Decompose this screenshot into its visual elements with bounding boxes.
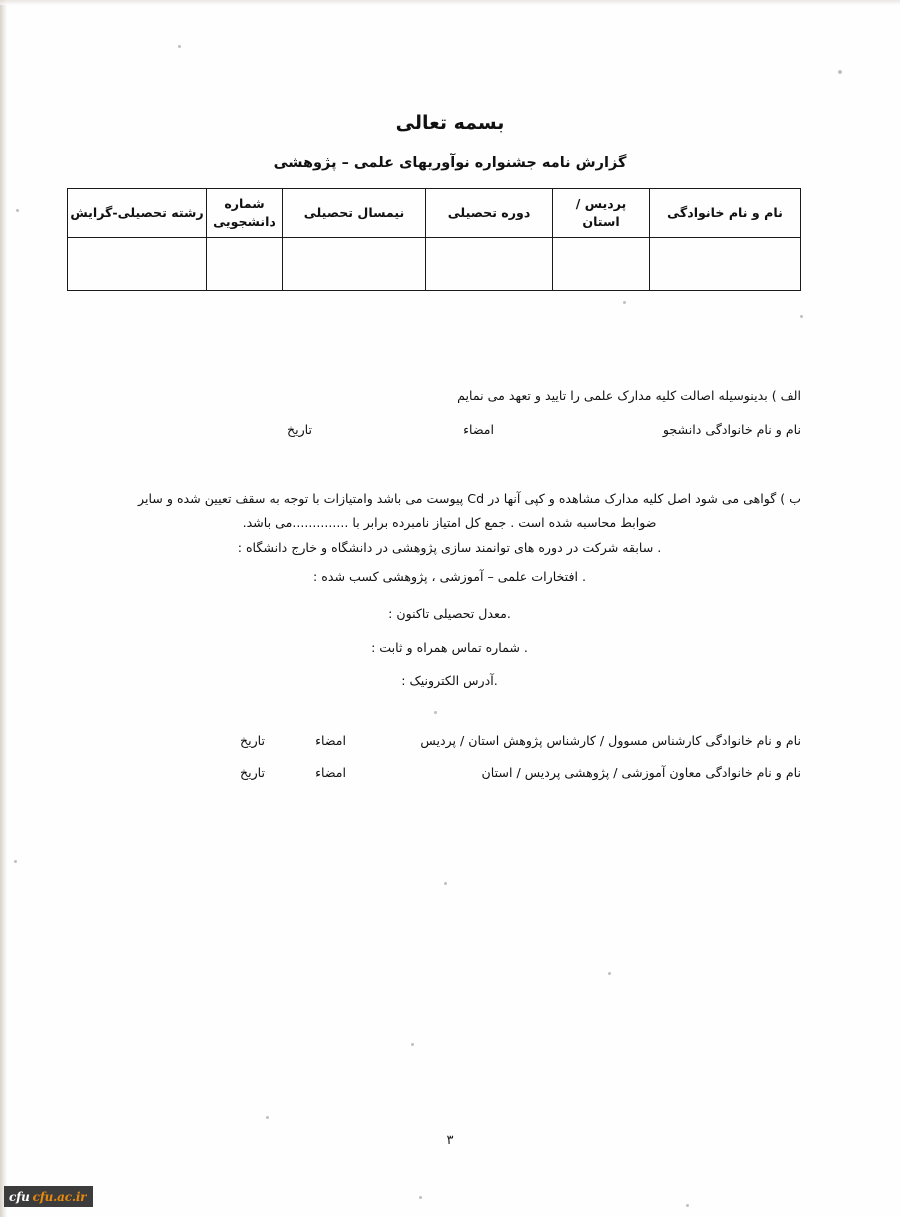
- expert-signature-label: امضاء: [315, 733, 346, 748]
- student-name-label: نام و نام خانوادگی دانشجو: [662, 422, 801, 437]
- table-cell-campus[interactable]: [553, 238, 650, 291]
- section-b-paragraph-line-2: [98, 512, 801, 534]
- table-header-cell: نیمسال تحصیلی: [283, 189, 426, 238]
- deputy-signature-label: امضاء: [315, 765, 346, 780]
- applicant-info-table: [67, 188, 801, 291]
- watermark-url: cfu.ac.ir: [32, 1189, 87, 1204]
- table-header-cell: دوره تحصیلی: [426, 189, 553, 238]
- scan-speck: [16, 209, 19, 212]
- table-header-cell: نام و نام خانوادگی: [650, 189, 801, 238]
- expert-name-label: نام و نام خانوادگی کارشناس مسوول / کارشناس پژوهش استان / پردیس: [420, 733, 801, 748]
- table-header-cell: پردیس / استان: [553, 189, 650, 238]
- page-number: ۳: [446, 1133, 454, 1148]
- table-cell-name[interactable]: [650, 238, 801, 291]
- scan-speck: [838, 70, 842, 74]
- table-cell-semester[interactable]: [283, 238, 426, 291]
- scan-speck: [686, 1204, 689, 1207]
- scan-speck: [608, 972, 611, 975]
- scan-speck: [411, 1043, 414, 1046]
- scan-edge-left: [0, 0, 7, 1217]
- page-title: بسمه تعالی: [395, 112, 505, 134]
- table-header-cell: رشته تحصیلی-گرایش: [68, 189, 207, 238]
- section-b-item-honors: . افتخارات علمی – آموزشی ، پژوهشی کسب شده :: [313, 569, 586, 584]
- scan-speck: [14, 860, 17, 863]
- cfu-logo: cfu: [9, 1189, 30, 1204]
- expert-date-label: تاریخ: [239, 733, 265, 748]
- student-signature-label: امضاء: [463, 422, 494, 437]
- scan-speck: [419, 1196, 422, 1199]
- table-cell-degree[interactable]: [426, 238, 553, 291]
- scan-edge-top: [0, 0, 900, 5]
- table-cell-student-id[interactable]: [207, 238, 283, 291]
- table-header-row: [68, 189, 801, 238]
- section-b-paragraph-line-2-text: ضوابط محاسبه شده است . جمع کل امتیاز نامبرده برابر با ..............می باشد.: [242, 515, 657, 530]
- table-header-cell: شماره دانشجویی: [207, 189, 283, 238]
- scan-speck: [266, 1116, 269, 1119]
- page-subtitle: گزارش نامه جشنواره نوآوریهای علمی – پژوهشی: [273, 155, 627, 171]
- section-b-item-email: .آدرس الکترونیک :: [401, 673, 498, 688]
- section-b-item-phone: . شماره تماس همراه و ثابت :: [371, 640, 528, 655]
- deputy-name-label: نام و نام خانوادگی معاون آموزشی / پژوهشی پردیس / استان: [481, 765, 801, 780]
- section-b-item-training-history: . سابقه شرکت در دوره های توانمند سازی پژوهشی در دانشگاه و خارج دانشگاه :: [237, 540, 662, 555]
- student-date-label: تاریخ: [286, 422, 312, 437]
- scan-speck: [800, 315, 803, 318]
- section-b-paragraph-line-1: ب ) گواهی می شود اصل کلیه مدارک مشاهده و کپی آنها در Cd پیوست می باشد وامتیازات با توجه به سقف تعیین شده و سایر: [138, 491, 801, 506]
- section-a-statement: الف ) بدینوسیله اصالت کلیه مدارک علمی را تایید و تعهد می نمایم: [457, 388, 801, 403]
- scan-speck: [178, 45, 181, 48]
- scan-speck: [434, 711, 437, 714]
- section-b-item-gpa: .معدل تحصیلی تاکنون :: [388, 606, 511, 621]
- table-cell-field[interactable]: [68, 238, 207, 291]
- scan-speck: [623, 301, 626, 304]
- deputy-date-label: تاریخ: [239, 765, 265, 780]
- watermark-badge: [4, 1186, 93, 1207]
- table-row: [68, 238, 801, 291]
- scan-speck: [444, 882, 447, 885]
